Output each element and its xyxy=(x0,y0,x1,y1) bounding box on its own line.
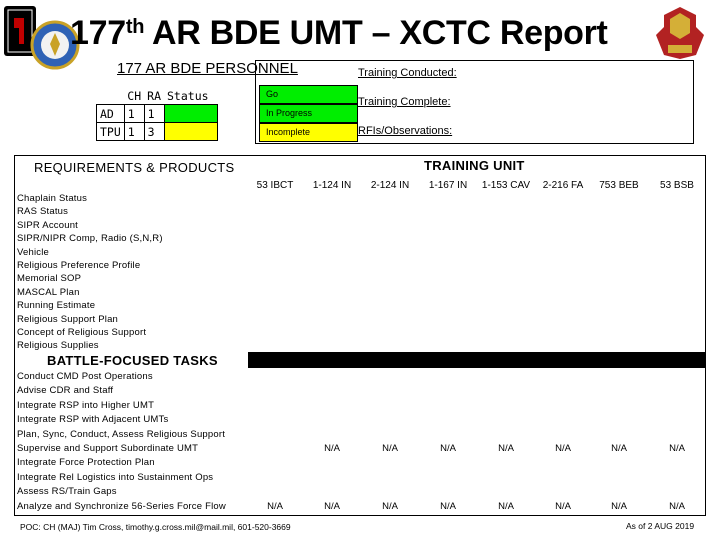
tpu-ra-value: 3 xyxy=(144,123,164,141)
requirement-row: Religious Support Plan xyxy=(17,313,119,325)
rfis-label: RFIs/Observations: xyxy=(358,125,453,137)
task-row: Supervise and Support Subordinate UMT xyxy=(17,443,199,454)
na-cell: N/A xyxy=(555,443,571,454)
unit-crest-right-icon xyxy=(652,5,708,61)
task-row: Integrate Force Protection Plan xyxy=(17,457,155,469)
na-cell: N/A xyxy=(669,501,685,512)
poc-footer: POC: CH (MAJ) Tim Cross, timothy.g.cross.mil@mail.mil, 601-520-3669 xyxy=(20,522,291,532)
unit-header: 2-124 IN xyxy=(370,180,410,191)
na-cell: N/A xyxy=(669,443,685,454)
task-row: Conduct CMD Post Operations xyxy=(17,371,153,382)
unit-header: 53 BSB xyxy=(660,180,694,191)
na-cell: N/A xyxy=(498,501,514,512)
requirement-row: RAS Status xyxy=(17,206,69,218)
col-header-status: Status xyxy=(167,88,209,103)
task-row: Assess RS/Train Gaps xyxy=(17,486,117,498)
training-unit-header: TRAINING UNIT xyxy=(424,158,525,173)
na-cell: N/A xyxy=(555,501,571,512)
na-cell: N/A xyxy=(440,443,456,454)
requirement-row: Religious Supplies xyxy=(17,340,99,352)
requirement-row: Vehicle xyxy=(17,246,50,258)
task-row: Plan, Sync, Conduct, Assess Religious Support xyxy=(17,428,226,440)
na-cell: N/A xyxy=(267,501,283,512)
row-label-tpu: TPU xyxy=(97,123,125,141)
task-row: Integrate Rel Logistics into Sustainment Ops xyxy=(17,471,214,483)
na-cell: N/A xyxy=(440,501,456,512)
ad-ra-value: 1 xyxy=(144,105,164,123)
battle-focused-bar xyxy=(248,352,705,368)
training-complete-label: Training Complete: xyxy=(358,96,451,108)
requirement-row: Chaplain Status xyxy=(17,193,88,204)
unit-header: 753 BEB xyxy=(599,180,639,191)
requirement-row: Memorial SOP xyxy=(17,273,82,285)
as-of-date: As of 2 AUG 2019 xyxy=(626,521,695,531)
task-row: Advise CDR and Staff xyxy=(17,385,114,397)
na-cell: N/A xyxy=(324,443,340,454)
na-cell: N/A xyxy=(498,443,514,454)
na-cell: N/A xyxy=(611,501,627,512)
na-cell: N/A xyxy=(611,443,627,454)
requirement-row: SIPR Account xyxy=(17,219,79,231)
unit-header: 1-153 CAV xyxy=(481,180,531,191)
col-header-ra: RA xyxy=(147,88,161,103)
task-row: Integrate RSP with Adjacent UMTs xyxy=(17,414,169,426)
requirement-row: MASCAL Plan xyxy=(17,286,80,298)
unit-header: 1-167 IN xyxy=(428,180,468,191)
personnel-title: 177 AR BDE PERSONNEL xyxy=(117,60,298,77)
tpu-status-indicator xyxy=(164,123,217,141)
task-row: Analyze and Synchronize 56-Series Force Flow xyxy=(17,500,226,512)
na-cell: N/A xyxy=(382,443,398,454)
unit-header: 2-216 FA xyxy=(542,180,584,191)
requirement-row: Concept of Religious Support xyxy=(17,327,147,338)
page-title: 177th AR BDE UMT – XCTC Report xyxy=(70,14,608,52)
ad-status-indicator xyxy=(164,105,217,123)
unit-header: 53 IBCT xyxy=(256,180,294,191)
na-cell: N/A xyxy=(382,501,398,512)
row-label-ad: AD xyxy=(97,105,125,123)
task-row: Integrate RSP into Higher UMT xyxy=(17,399,155,411)
requirement-row: Running Estimate xyxy=(17,300,96,312)
ad-ch-value: 1 xyxy=(124,105,144,123)
col-header-ch: CH xyxy=(127,88,142,103)
battle-focused-header: BATTLE-FOCUSED TASKS xyxy=(47,353,218,368)
training-conducted-label: Training Conducted: xyxy=(358,67,457,79)
requirement-row: Religious Preference Profile xyxy=(17,260,141,271)
legend-go: Go xyxy=(259,85,358,104)
na-cell: N/A xyxy=(324,501,340,512)
tpu-ch-value: 1 xyxy=(124,123,144,141)
unit-header: 1-124 IN xyxy=(312,180,352,191)
requirements-header: REQUIREMENTS & PRODUCTS xyxy=(34,160,235,175)
legend-incomplete: Incomplete xyxy=(259,123,358,142)
legend-in-progress: In Progress xyxy=(259,104,358,123)
requirement-row: SIPR/NIPR Comp, Radio (S,N,R) xyxy=(17,233,163,245)
personnel-table xyxy=(96,87,218,141)
